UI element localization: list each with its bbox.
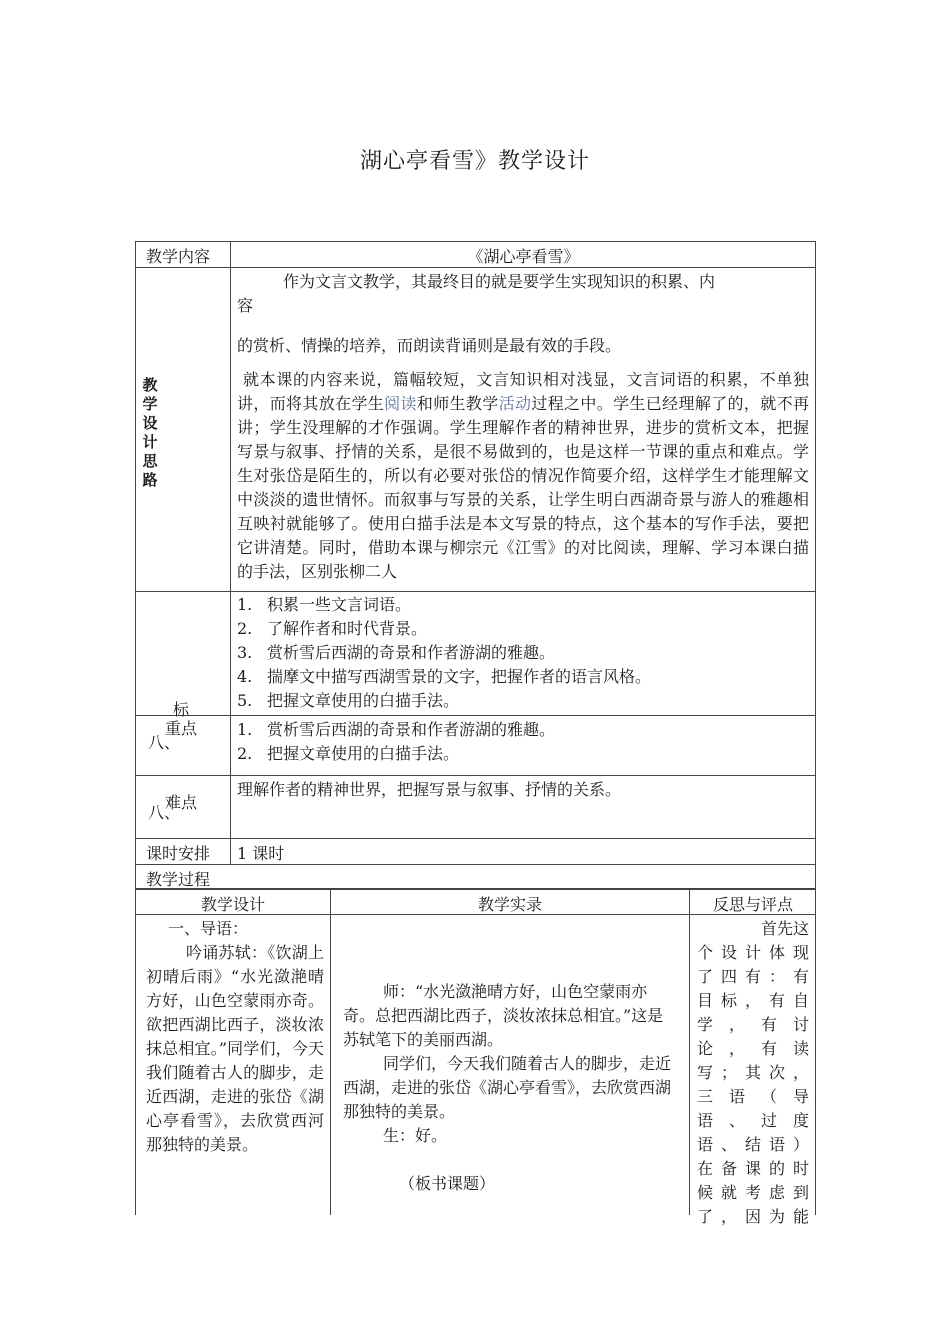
comment-line: 候就考虑到 <box>697 1183 809 1202</box>
link-reading[interactable]: 阅读 <box>384 394 417 413</box>
design-paragraph-3: 就本课的内容来说，篇幅较短，文言知识相对浅显，文言词语的积累，不单独讲，而将其放在学生阅读和师生教学活动过程之中。学生已经理解了的，就不再讲；学生没理解的才作强调。学生理解作者的精神世界，进步的赏析文本，把握写景与叙事、抒情的关系，是很不易做到的，也是这样一节课的重点和难点。学生对张岱是陌生的，所以有必要对张岱的情况作简要介绍，这样学生才能理解文中淡淡的遗世情怀。而叙事与写景的关系，让学生明白西湖奇景与游人的雅趣相互映衬就能够了。使用白描手法是本文写景的特点，这个基本的写作手法，要把它讲清楚。同时，借助本课与柳宗元《江雪》的对比阅读，理解、学习本课白描的手法，区别张柳二人 <box>237 370 809 581</box>
list-item: 2. 把握文章使用的白描手法。 <box>237 744 460 763</box>
header-design: 教学设计 <box>200 895 265 914</box>
content-value: 《湖心亭看雪》 <box>467 247 580 266</box>
comment-line: 学，有讨 <box>697 1015 809 1034</box>
design-column <box>146 917 324 1215</box>
list-item: 4. 揣摩文中描写西湖雪景的文字，把握作者的语言风格。 <box>237 667 652 686</box>
list-item: 2. 了解作者和时代背景。 <box>237 619 428 638</box>
difficulty-label: 难点 <box>165 793 198 812</box>
design-paragraph-2: 的赏析、情操的培养，而朗读背诵则是最有效的手段。 <box>237 336 622 355</box>
comment-line: 了，因为能 <box>697 1207 809 1226</box>
design-paragraph-1-end: 容 <box>237 296 254 315</box>
comment-line: 语、结语） <box>697 1135 809 1154</box>
record-p2: 同学们，今天我们随着古人的脚步，走近西湖，走进的张岱《湖心亭看雪》，去欣赏西湖那独特的美景。 <box>343 1054 672 1121</box>
comment-line: 写；其次， <box>697 1063 809 1082</box>
list-item: 1. 积累一些文言词语。 <box>237 595 412 614</box>
goals-label: 标 <box>173 700 190 719</box>
design-text <box>237 270 809 590</box>
document-title: 湖心亭看雪》教学设计 <box>359 149 590 174</box>
key-label: 重点 <box>165 719 198 738</box>
design-heading: 一、导语： <box>168 919 249 938</box>
key-list <box>237 718 809 774</box>
comment-column <box>697 917 809 1226</box>
design-label: 教 学 设 计 思 路 <box>142 376 158 489</box>
difficulty-value: 理解作者的精神世界，把握写景与叙事、抒情的关系。 <box>237 780 622 799</box>
list-item: 3. 赏析雪后西湖的奇景和作者游湖的雅趣。 <box>237 643 556 662</box>
difficulty-label-suffix: 八、 <box>148 803 181 822</box>
hours-label: 课时安排 <box>146 844 211 863</box>
comment-line: 首先这 <box>760 919 809 938</box>
content-label: 教学内容 <box>146 247 211 266</box>
list-item: 1. 赏析雪后西湖的奇景和作者游湖的雅趣。 <box>237 720 556 739</box>
record-p3: 生：好。 <box>383 1126 448 1145</box>
link-activity[interactable]: 活动 <box>498 394 532 413</box>
list-item: 5. 把握文章使用的白描手法。 <box>237 691 460 710</box>
process-label: 教学过程 <box>146 870 211 889</box>
comment-line: 三语（导 <box>697 1087 809 1106</box>
record-p4: （板书课题） <box>399 1174 496 1193</box>
comment-line: 论，有读 <box>697 1039 809 1058</box>
comment-line: 目标，有自 <box>697 991 809 1010</box>
goals-list <box>237 593 809 713</box>
comment-line: 语、过度 <box>697 1111 809 1130</box>
hours-value: 1 课时 <box>237 844 285 863</box>
design-paragraph-1: 作为文言文教学，其最终目的就是要学生实现知识的积累、内 <box>283 272 716 291</box>
design-body: 吟诵苏轼：《饮湖上初晴后雨》“水光潋滟晴方好，山色空蒙雨亦奇。欲把西湖比西子，淡妆浓抹总相宜。”同学们，今天我们随着古人的脚步，走近西湖，走进的张岱《湖心亭看雪》，去欣赏西河那独特的美景。 <box>146 943 324 1154</box>
header-comment: 反思与评点 <box>712 895 793 914</box>
key-label-suffix: 八、 <box>148 733 181 752</box>
record-column <box>343 980 675 1215</box>
record-p1: 师：“水光潋滟晴方好，山色空蒙雨亦奇。总把西湖比西子，淡妆浓抹总相宜。”这是苏轼笔下的美丽西湖。 <box>343 982 664 1049</box>
comment-line: 在备课的时 <box>697 1159 809 1178</box>
comment-line: 了四有：有 <box>697 967 809 986</box>
header-record: 教学实录 <box>477 895 542 914</box>
comment-line: 个设计体现 <box>697 943 809 962</box>
